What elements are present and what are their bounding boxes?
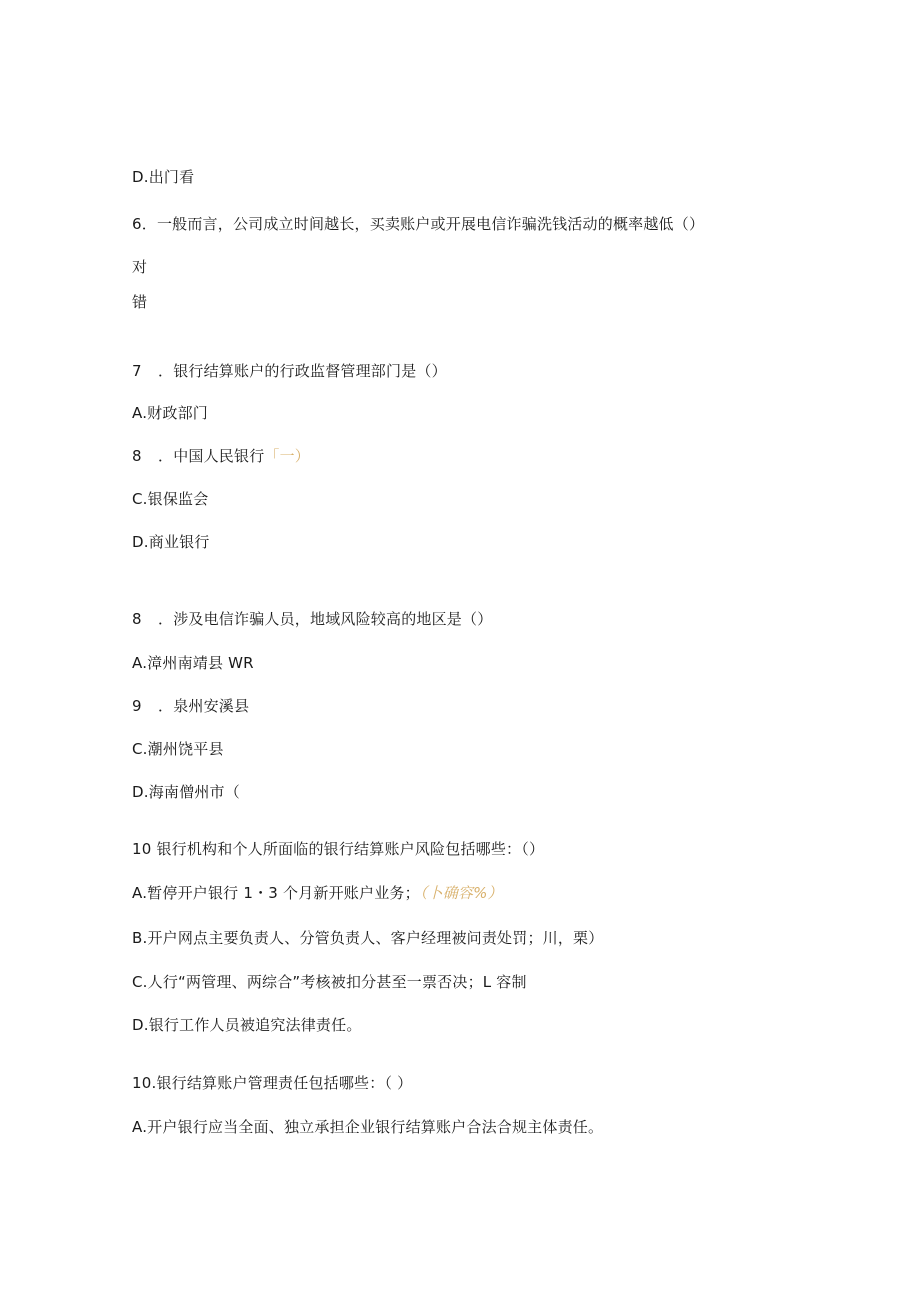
question-number: 9 [132,697,142,715]
question-8-option-d [132,532,210,552]
question-10-second-option-a [132,1117,603,1137]
option-text: 对 [132,258,148,276]
option-text: B.开户网点主要负责人、分管负责人、客户经理被问责处罚；川，栗） [132,929,604,947]
question-10-first [132,839,544,859]
question-10-second [132,1073,412,1093]
question-number: 8 [132,447,142,465]
option-text: A.开户银行应当全面、独立承担企业银行结算账户合法合规主体责任。 [132,1118,604,1136]
question-text: 10 银行机构和个人所面临的银行结算账户风险包括哪些：（） [132,840,545,858]
question-6-option-false [132,292,147,312]
question-number: 8 [132,610,142,628]
question-8-second-option-a [132,653,254,673]
question-9-option-d [132,782,240,802]
question-number: 7 [132,362,142,380]
question-10-option-c [132,972,527,992]
option-d-chumen [132,167,194,187]
question-10-option-d [132,1015,362,1035]
question-10-option-a [132,883,503,903]
option-text: 错 [132,293,148,311]
handwritten-mark: 「一） [264,447,311,465]
question-text: ．泉州安溪县 [158,697,250,715]
option-text: C.潮州饶平县 [132,740,224,758]
question-8-second [132,609,492,629]
question-text: 10.银行结算账户管理责任包括哪些：（ ） [132,1074,413,1092]
question-9 [132,696,249,716]
question-6 [132,214,704,234]
question-8-option-c [132,489,208,509]
question-text: ．涉及电信诈骗人员，地域风险较高的地区是（） [158,610,493,628]
option-text: D.海南僧州市（ [132,783,240,801]
question-text: 6．一般而言，公司成立时间越长，买卖账户或开展电信诈骗洗钱活动的概率越低（） [132,215,705,233]
option-text: D.银行工作人员被追究法律责任。 [132,1016,362,1034]
question-8-first [132,446,310,466]
option-text: A.暂停开户银行 1・3 个月新开账户业务； [132,884,420,902]
handwritten-mark: （卜确容%） [419,884,503,902]
option-text: A.财政部门 [132,404,208,422]
option-text: D.出门看 [132,168,195,186]
option-text: C.银保监会 [132,490,209,508]
question-text: ．银行结算账户的行政监督管理部门是（） [158,362,447,380]
question-10-option-b [132,928,603,948]
question-7 [132,361,447,381]
option-text: D.商业银行 [132,533,210,551]
option-text: A.漳州南靖县 WR [132,654,254,672]
question-9-option-c [132,739,224,759]
question-text: ．中国人民银行 [158,447,265,465]
option-text: C.人行“两管理、两综合”考核被扣分甚至一票否决；L 容制 [132,973,527,991]
question-6-option-true [132,257,147,277]
question-7-option-a [132,403,208,423]
